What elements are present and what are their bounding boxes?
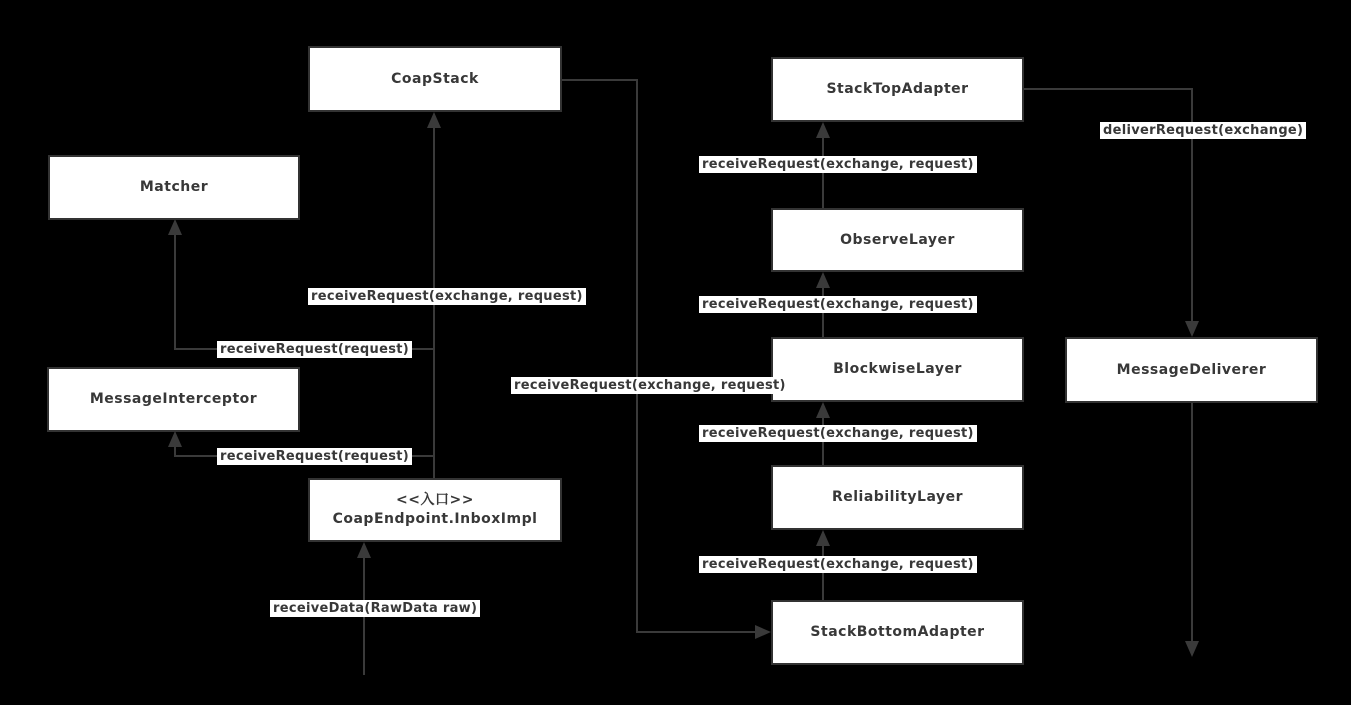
node-coapstack [308, 46, 562, 112]
edge-blockwise-observe-arrowhead [816, 272, 830, 288]
node-observe-layer [771, 208, 1024, 272]
edge-deliver-hline [1024, 88, 1193, 90]
edge-matcher-arrowhead [168, 219, 182, 235]
edge-label-inbox-to-interceptor: receiveRequest(request) [217, 448, 412, 465]
node-inbox-label: CoapEndpoint.InboxImpl [332, 511, 538, 527]
node-stackbottom-adapter [771, 600, 1024, 665]
edge-label-receive-data: receiveData(RawData raw) [270, 600, 480, 617]
node-stackbottom-adapter-label: StackBottomAdapter [810, 624, 985, 641]
node-reliability-layer-label: ReliabilityLayer [831, 489, 964, 506]
edge-label-coapstack-to-stackbottom: receiveRequest(exchange, request) [511, 377, 789, 394]
node-message-interceptor [47, 367, 300, 432]
edge-label-reliability-to-blockwise: receiveRequest(exchange, request) [699, 425, 977, 442]
node-coapendpoint-inboximpl [308, 478, 562, 542]
edge-observe-stacktop-arrowhead [816, 122, 830, 138]
node-blockwise-layer-label: BlockwiseLayer [833, 361, 962, 378]
edge-label-inbox-to-coapstack: receiveRequest(exchange, request) [308, 288, 586, 305]
node-blockwise-layer [771, 337, 1024, 402]
node-reliability-layer [771, 465, 1024, 530]
edge-deliverer-out-arrowhead [1185, 641, 1199, 657]
edge-label-stackbottom-to-reliability: receiveRequest(exchange, request) [699, 556, 977, 573]
edge-interceptor-vline [174, 446, 176, 457]
edge-deliverer-out-line [1191, 403, 1193, 642]
edge-label-deliver-request: deliverRequest(exchange) [1100, 122, 1306, 139]
node-message-deliverer [1065, 337, 1318, 403]
edge-receivedata-arrowhead [357, 542, 371, 558]
node-coapstack-label: CoapStack [391, 70, 479, 87]
edge-to-stackbottom-hline [636, 631, 756, 633]
node-message-deliverer-label: MessageDeliverer [1116, 361, 1267, 378]
node-inbox-stereotype: <<入口>> [396, 492, 474, 509]
node-stacktop-adapter-label: StackTopAdapter [826, 81, 969, 98]
edge-stackbottom-reliability-arrowhead [816, 530, 830, 546]
edge-coapstack-out-hline [562, 79, 638, 81]
edge-reliability-blockwise-arrowhead [816, 402, 830, 418]
edge-label-blockwise-to-observe: receiveRequest(exchange, request) [699, 296, 977, 313]
node-stacktop-adapter [771, 57, 1024, 122]
edge-label-observe-to-stacktop: receiveRequest(exchange, request) [699, 156, 977, 173]
edge-to-stackbottom-arrowhead [755, 625, 771, 639]
node-matcher [48, 155, 300, 220]
edge-inbox-coapstack-arrowhead [427, 112, 441, 128]
node-message-interceptor-label: MessageInterceptor [89, 391, 258, 408]
node-matcher-label: Matcher [139, 179, 209, 196]
edge-deliver-arrowhead [1185, 321, 1199, 337]
edge-matcher-vline [174, 234, 176, 350]
edge-label-inbox-to-matcher: receiveRequest(request) [217, 341, 412, 358]
node-observe-layer-label: ObserveLayer [840, 231, 955, 248]
edge-coapstack-down-vline [636, 79, 638, 633]
edge-interceptor-arrowhead [168, 431, 182, 447]
